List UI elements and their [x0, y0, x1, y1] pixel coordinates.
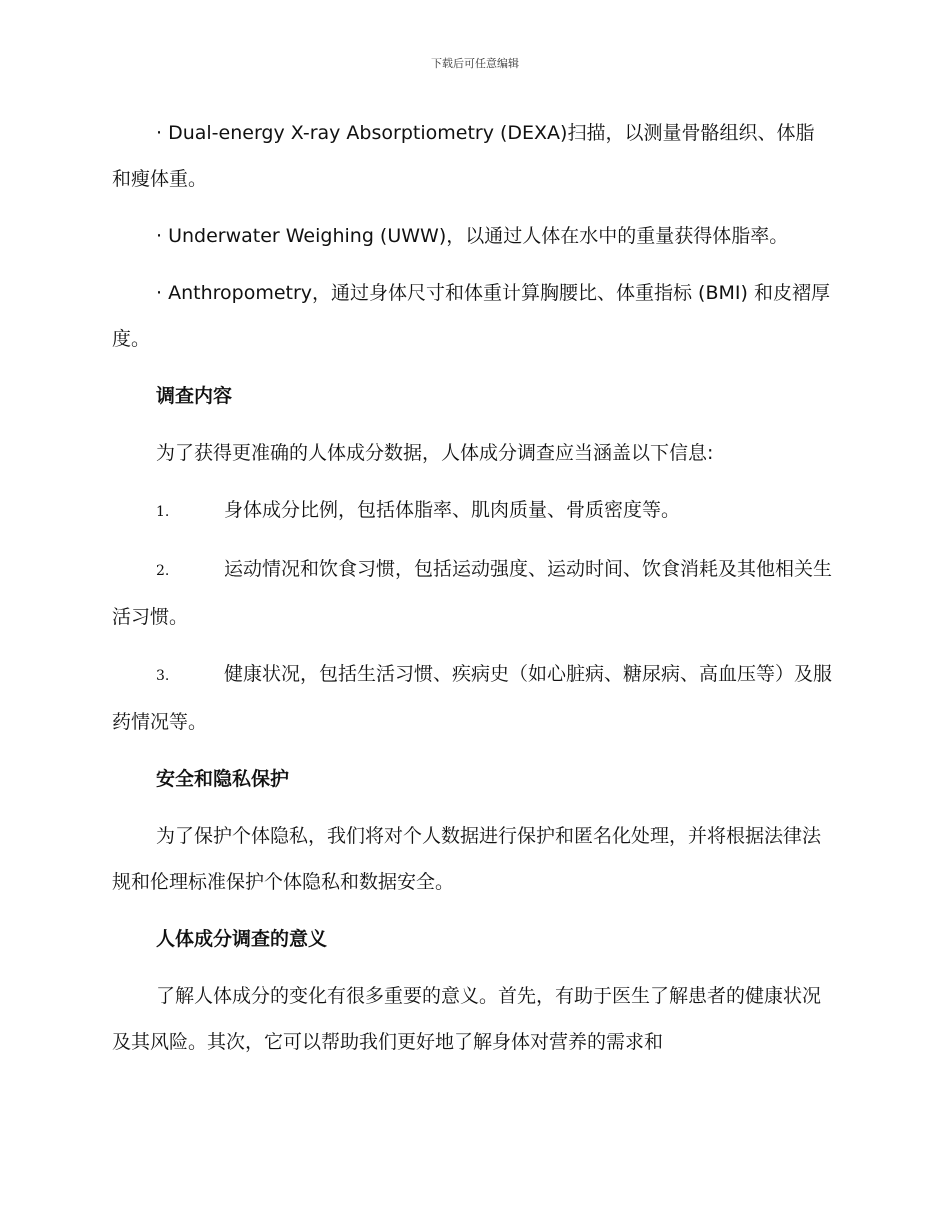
- section-heading-survey-content: 调查内容: [156, 385, 233, 407]
- list-number: 1.: [156, 504, 170, 520]
- bullet-uww: · Underwater Weighing (UWW)，以通过人体在水中的重量获得体脂率。: [156, 225, 789, 247]
- section-heading-privacy: 安全和隐私保护: [156, 768, 290, 790]
- bullet-dexa: · Dual-energy X-ray Absorptiometry (DEXA)扫描，以测量骨骼组织、体脂和瘦体重。: [112, 122, 815, 190]
- survey-intro: 为了获得更准确的人体成分数据，人体成分调查应当涵盖以下信息:: [156, 442, 714, 464]
- list-item: [112, 546, 832, 640]
- section-heading-significance: 人体成分调查的意义: [156, 928, 328, 950]
- list-item-text: 运动情况和饮食习惯，包括运动强度、运动时间、饮食消耗及其他相关生活习惯。: [112, 558, 833, 628]
- list-number: 2.: [156, 563, 170, 579]
- list-number: 3.: [156, 668, 170, 684]
- list-item: [112, 487, 832, 535]
- bullet-anthropometry: · Anthropometry，通过身体尺寸和体重计算胸腰比、体重指标 (BMI) 和皮褶厚度。: [112, 282, 830, 350]
- list-item: [112, 651, 832, 745]
- document-body: [112, 110, 832, 1076]
- privacy-body: 为了保护个体隐私，我们将对个人数据进行保护和匿名化处理，并将根据法律法规和伦理标准保护个体隐私和数据安全。: [112, 825, 822, 893]
- list-item-text: 身体成分比例，包括体脂率、肌肉质量、骨质密度等。: [224, 499, 681, 521]
- significance-body: 了解人体成分的变化有很多重要的意义。首先，有助于医生了解患者的健康状况及其风险。其次，它可以帮助我们更好地了解身体对营养的需求和: [112, 985, 822, 1053]
- page-header: 下载后可任意编辑: [431, 57, 519, 70]
- list-item-text: 健康状况，包括生活习惯、疾病史（如心脏病、糖尿病、高血压等）及服药情况等。: [112, 663, 833, 733]
